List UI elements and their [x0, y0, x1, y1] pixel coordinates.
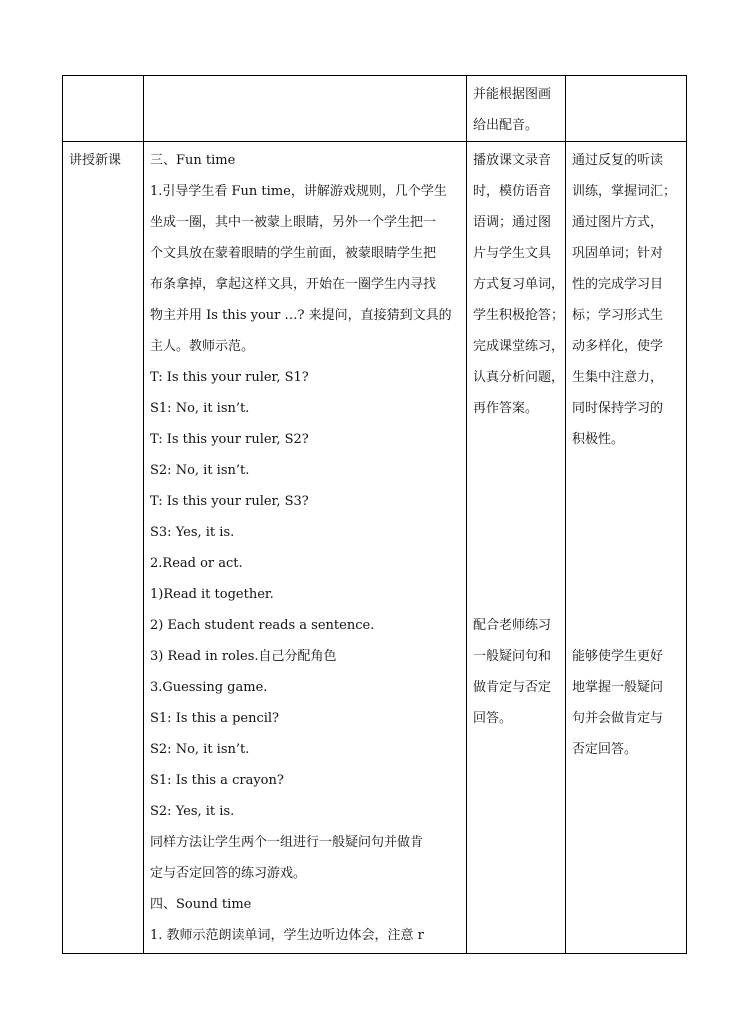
- table-cell-empty: [63, 76, 144, 142]
- cell-line: 性的完成学习目: [572, 277, 664, 292]
- table-cell-empty: [144, 76, 467, 142]
- cell-line: 布条拿掉，拿起这样文具，开始在一圈学生内寻找: [150, 277, 437, 292]
- table-cell-student-activity: [467, 142, 566, 954]
- cell-line: 通过图片方式，: [572, 215, 664, 230]
- cell-line: 语调；通过图: [473, 215, 552, 230]
- cell-line: 完成课堂练习，: [473, 339, 565, 354]
- spacer: [473, 424, 565, 610]
- cell-line: S3: Yes, it is.: [150, 525, 235, 540]
- cell-line: T: Is this your ruler, S2?: [150, 432, 309, 447]
- cell-line: 定与否定回答的练习游戏。: [150, 866, 307, 881]
- cell-line: 四、Sound time: [150, 897, 252, 912]
- table-cell-empty: [566, 76, 687, 142]
- table-cell-design-purpose: [566, 142, 687, 954]
- cell-line: 回答。: [473, 711, 513, 726]
- cell-line: 方式复习单词，: [473, 277, 565, 292]
- table-cell-stage: [63, 142, 144, 954]
- cell-line: 巩固单词；针对: [572, 246, 664, 261]
- cell-line: 主人。教师示范。: [150, 339, 255, 354]
- cell-line: 三、Fun time: [150, 153, 236, 168]
- cell-line: 能够使学生更好: [572, 649, 664, 664]
- cell-line: 1)Read it together.: [150, 587, 274, 602]
- table-row: [63, 142, 687, 954]
- cell-line: 一般疑问句和: [473, 649, 552, 664]
- table-row: [63, 76, 687, 142]
- cell-line: 标；学习形式生: [572, 308, 664, 323]
- stage-label: 讲授新课: [69, 153, 122, 168]
- cell-line: 并能根据图画: [473, 87, 552, 102]
- cell-line: 认真分析问题，: [473, 370, 565, 385]
- cell-line: 通过反复的听读: [572, 153, 664, 168]
- cell-line: 配合老师练习: [473, 618, 552, 633]
- table-cell-teacher-activity: [144, 142, 467, 954]
- cell-line: T: Is this your ruler, S1?: [150, 370, 309, 385]
- lesson-plan-table: [62, 75, 687, 954]
- table-cell-student-activity: [467, 76, 566, 142]
- spacer: [572, 455, 686, 641]
- cell-line: 同样方法让学生两个一组进行一般疑问句并做肯: [150, 835, 424, 850]
- cell-line: 3) Read in roles.自己分配角色: [150, 649, 337, 664]
- cell-line: 句并会做肯定与: [572, 711, 664, 726]
- cell-line: 学生积极抢答；: [473, 308, 565, 323]
- cell-line: 时，模仿语音: [473, 184, 552, 199]
- cell-line: 个文具放在蒙着眼睛的学生前面，被蒙眼睛学生把: [150, 246, 437, 261]
- cell-line: S2: Yes, it is.: [150, 804, 235, 819]
- cell-line: 1.引导学生看 Fun time，讲解游戏规则，几个学生: [150, 184, 447, 199]
- cell-line: 3.Guessing game.: [150, 680, 268, 695]
- cell-line: 训练，掌握词汇；: [572, 184, 677, 199]
- cell-line: 片与学生文具: [473, 246, 552, 261]
- cell-line: 地掌握一般疑问: [572, 680, 664, 695]
- cell-line: T: Is this your ruler, S3?: [150, 494, 309, 509]
- cell-line: 坐成一圈，其中一被蒙上眼睛，另外一个学生把一: [150, 215, 437, 230]
- cell-line: 2) Each student reads a sentence.: [150, 618, 375, 633]
- cell-line: 给出配音。: [473, 118, 539, 133]
- cell-line: S1: No, it isn’t.: [150, 401, 250, 416]
- cell-line: 物主并用 Is this your …? 来提问，直接猜到文具的: [150, 308, 452, 323]
- cell-line: 积极性。: [572, 432, 625, 447]
- cell-line: 再作答案。: [473, 401, 539, 416]
- cell-line: 否定回答。: [572, 742, 638, 757]
- cell-line: S2: No, it isn’t.: [150, 742, 250, 757]
- cell-line: 做肯定与否定: [473, 680, 552, 695]
- cell-line: 同时保持学习的: [572, 401, 664, 416]
- cell-line: 1. 教师示范朗读单词，学生边听边体会，注意 r: [150, 928, 424, 943]
- cell-line: S1: Is this a pencil?: [150, 711, 280, 726]
- cell-line: 生集中注意力，: [572, 370, 664, 385]
- cell-line: S1: Is this a crayon?: [150, 773, 284, 788]
- cell-line: 2.Read or act.: [150, 556, 243, 571]
- cell-line: 播放课文录音: [473, 153, 552, 168]
- cell-line: 动多样化，使学: [572, 339, 664, 354]
- cell-line: S2: No, it isn’t.: [150, 463, 250, 478]
